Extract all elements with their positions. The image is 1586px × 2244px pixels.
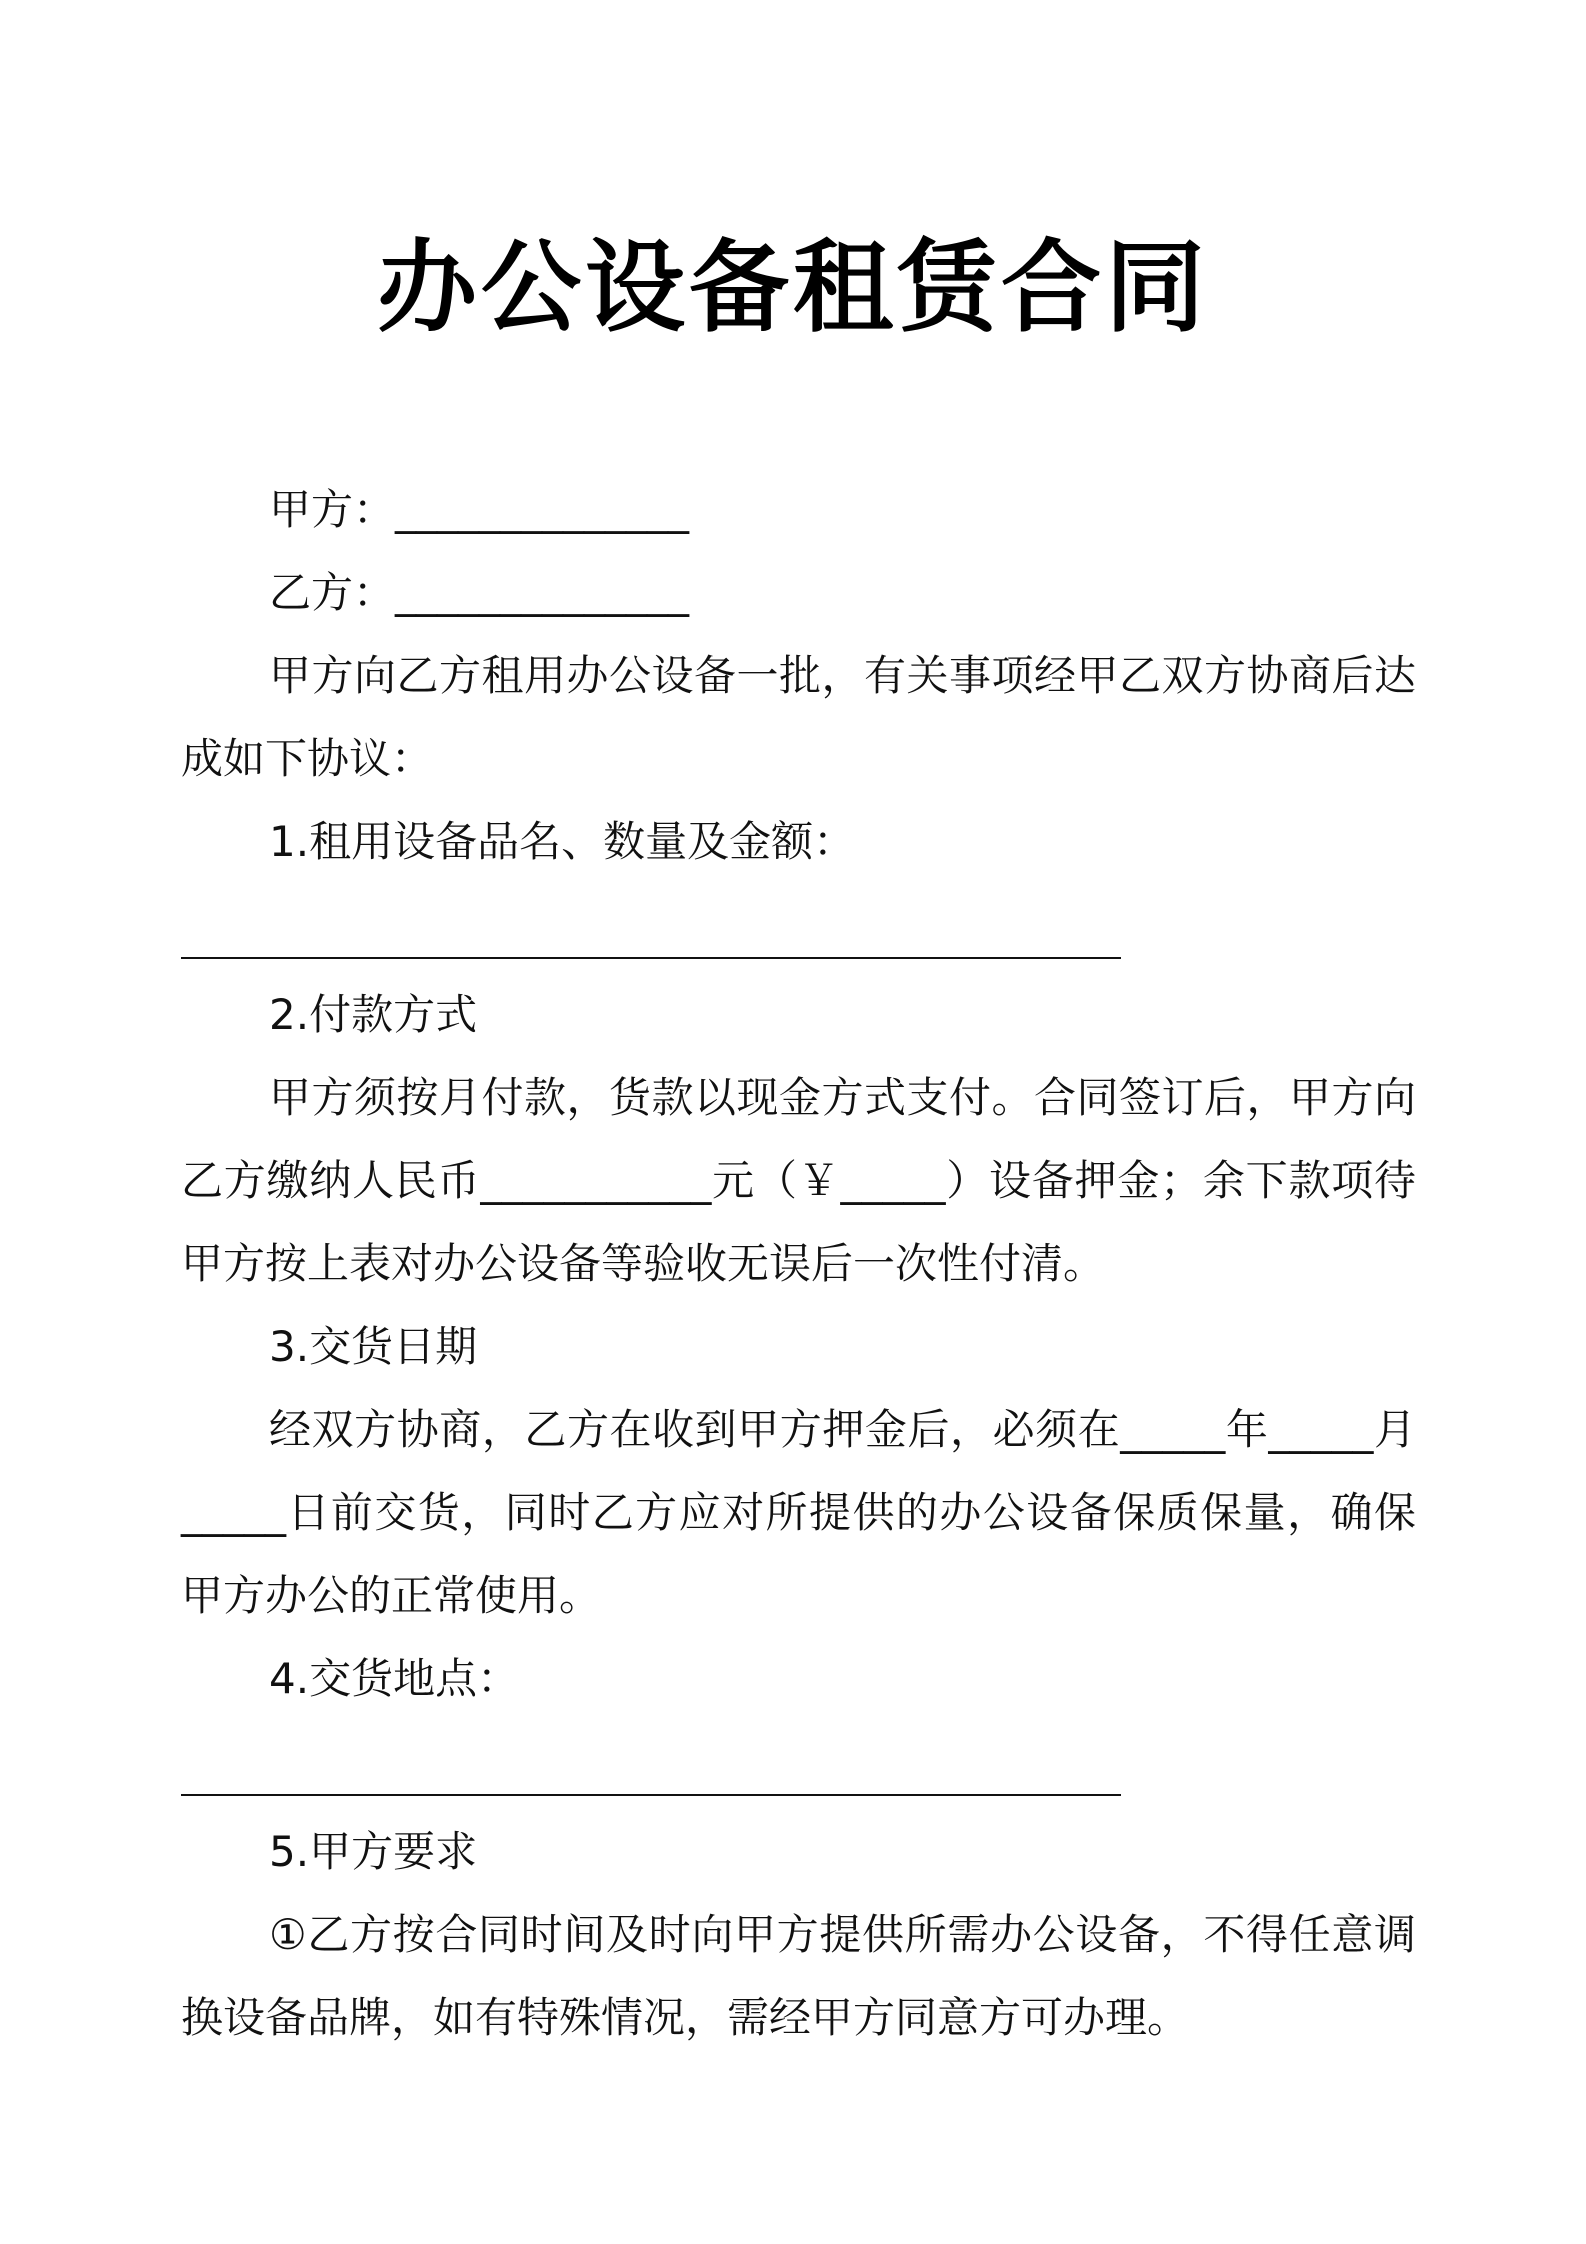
section-5-heading: 5.甲方要求	[269, 1827, 478, 1876]
section-3-text: 经双方协商，乙方在收到甲方押金后，必须在_____年_____月_____日前交货，同时乙方应对所提供的办公设备保质保量，确保甲方办公的正常使用。	[181, 1405, 1416, 1620]
section-4-fill-line	[181, 1720, 1416, 1810]
section-3-heading: 3.交货日期	[269, 1322, 478, 1371]
intro-paragraph: 甲方向乙方租用办公设备一批，有关事项经甲乙双方协商后达成如下协议：	[181, 651, 1416, 783]
section-5-item-1: ①乙方按合同时间及时向甲方提供所需办公设备，不得任意调换设备品牌，如有特殊情况，需经甲方同意方可办理。	[181, 1910, 1416, 2042]
document-title: 办公设备租赁合同	[377, 229, 1209, 346]
section-1-fill-line	[181, 883, 1416, 973]
section-4-rule	[181, 1794, 1121, 1796]
section-1-heading: 1.租用设备品名、数量及金额：	[269, 817, 856, 866]
party-a-blank: ______________	[395, 485, 690, 534]
party-a-label: 甲方：	[269, 485, 396, 534]
section-2-text: 甲方须按月付款，货款以现金方式支付。合同签订后，甲方向乙方缴纳人民币___________元（￥_____）设备押金；余下款项待甲方按上表对办公设备等验收无误后一次性付清。	[181, 1073, 1416, 1288]
party-b-label: 乙方：	[269, 568, 396, 617]
contract-body	[181, 468, 1416, 2059]
section-2-heading: 2.付款方式	[269, 990, 478, 1039]
party-b-blank: ______________	[395, 568, 690, 617]
party-a-line	[181, 468, 1416, 551]
party-b-line	[181, 551, 1416, 634]
section-1-rule	[181, 957, 1121, 959]
section-4-heading: 4.交货地点：	[269, 1654, 520, 1703]
